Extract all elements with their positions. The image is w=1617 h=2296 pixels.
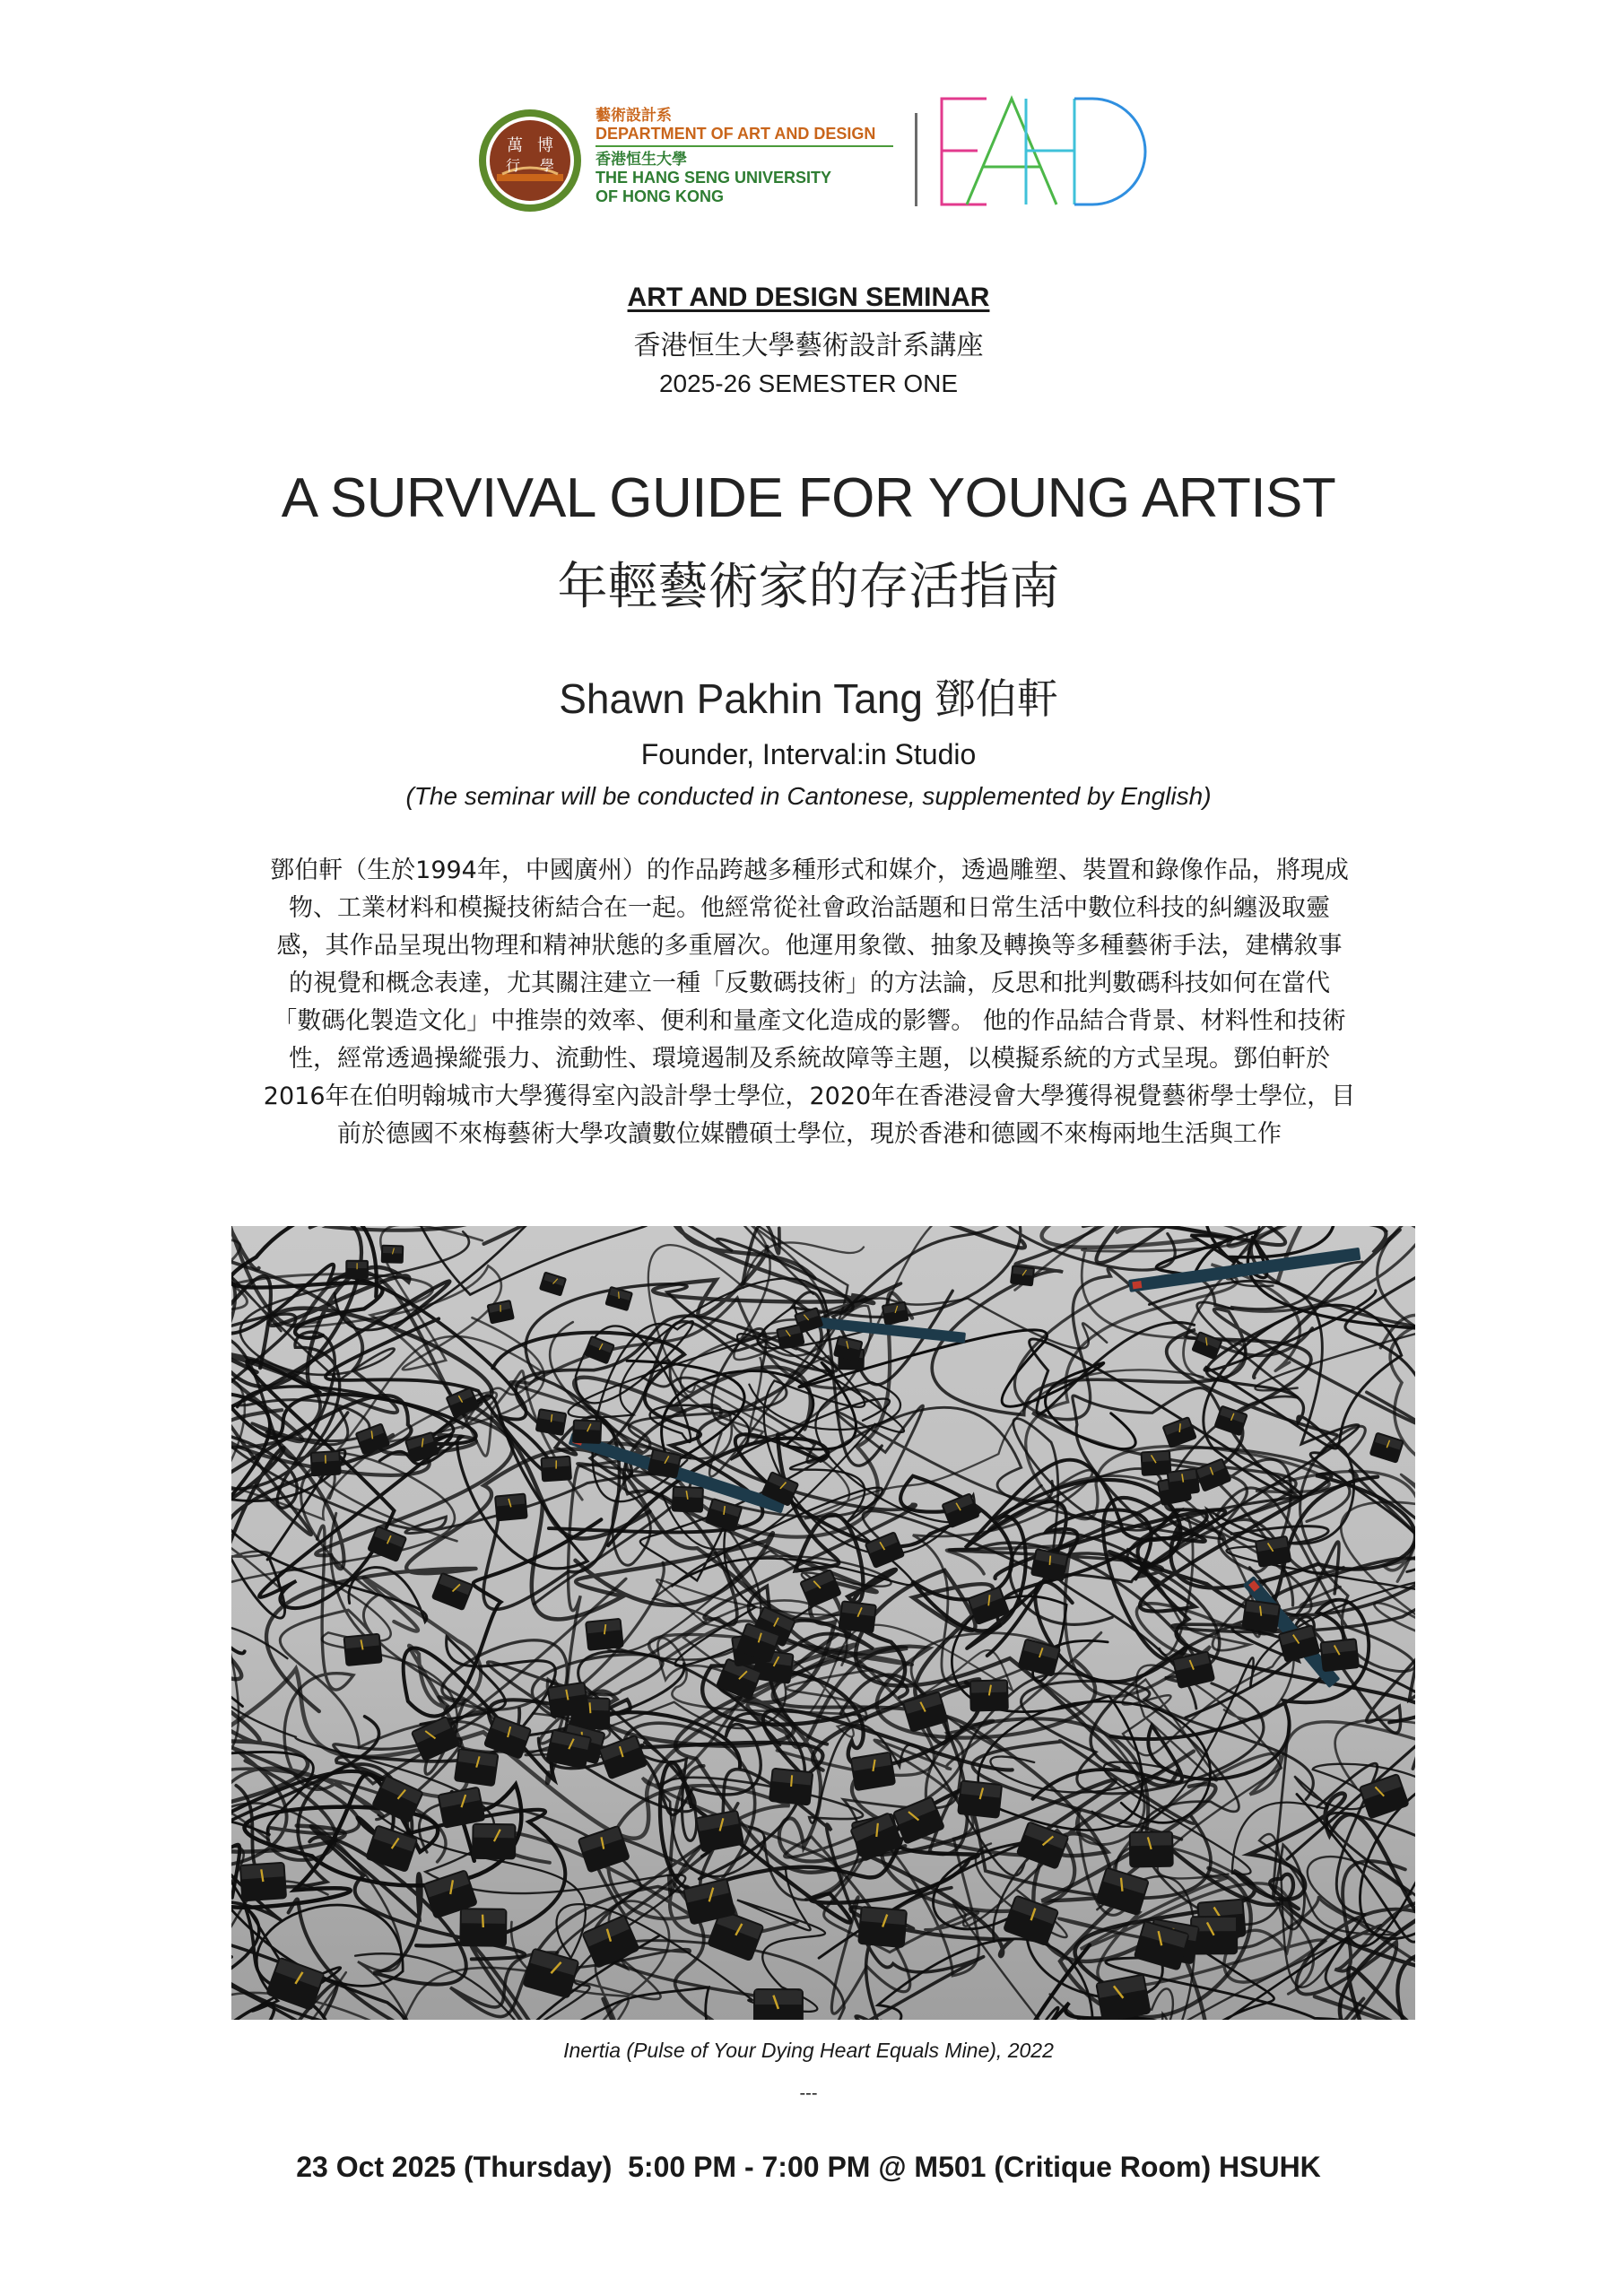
svg-text:行: 行 (505, 157, 521, 174)
seminar-series-title-zh: 香港恒生大學藝術設計系講座 (633, 330, 984, 361)
wordmark-rule (596, 145, 893, 147)
university-name-en-line1: THE HANG SENG UNIVERSITY (596, 169, 832, 187)
ead-monogram-logo (940, 95, 1148, 208)
svg-text:博: 博 (537, 136, 553, 155)
bio-line: 前於德國不來梅藝術大學攻讀數位媒體碩士學位，現於香港和德國不來梅兩地生活與工作 (337, 1120, 1282, 1148)
logo-divider (915, 113, 917, 206)
event-details: 23 Oct 2025 (Thursday) 5:00 PM - 7:00 PM @ M501 (Critique Room) HSUHK (296, 2151, 1321, 2183)
seminar-series-title: ART AND DESIGN SEMINAR (627, 283, 990, 312)
artwork-photo (231, 1226, 1415, 2020)
speaker-name: Shawn Pakhin Tang 鄧伯軒 (559, 675, 1058, 722)
university-name-zh: 香港恒生大學 (596, 151, 687, 168)
university-seal-logo (477, 108, 583, 213)
bio-line: 「數碼化製造文化」中推崇的效率、便利和量產文化造成的影響。 他的作品結合背景、材料性和技術 (273, 1007, 1346, 1035)
bio-line: 性，經常透過操縱張力、流動性、環境遏制及系統故障等主題，以模擬系統的方式呈現。鄧伯軒於 (289, 1045, 1330, 1073)
talk-title: A SURVIVAL GUIDE FOR YOUNG ARTIST (281, 467, 1336, 529)
speaker-bio (206, 852, 1413, 1153)
language-note: (The seminar will be conducted in Cantonese, supplemented by English) (405, 782, 1212, 810)
semester-label: 2025-26 SEMESTER ONE (658, 370, 959, 397)
speaker-role: Founder, Interval:in Studio (640, 738, 977, 770)
svg-text:學: 學 (539, 157, 555, 174)
header-logos (0, 90, 1617, 215)
department-name-zh: 藝術設計系 (596, 107, 672, 124)
bio-line: 感，其作品呈現出物理和精神狀態的多重層次。他運用象徵、抽象及轉換等多種藝術手法，建構敘事 (276, 932, 1343, 960)
bio-line: 的視覺和概念表達，尤其關注建立一種「反數碼技術」的方法論，反思和批判數碼科技如何在當代 (289, 970, 1330, 997)
artwork-caption: Inertia (Pulse of Your Dying Heart Equals Mine), 2022 (563, 2039, 1054, 2062)
bio-line: 物、工業材料和模擬技術結合在一起。他經常從社會政治話題和日常生活中數位科技的糾纏汲取靈 (289, 894, 1330, 922)
bio-line: 鄧伯軒（生於1994年，中國廣州）的作品跨越多種形式和媒介，透過雕塑、裝置和錄像作品，將現成 (270, 857, 1349, 884)
separator: --- (799, 2083, 818, 2103)
department-name-en: DEPARTMENT OF ART AND DESIGN (596, 125, 876, 143)
bio-line: 2016年在伯明翰城市大學獲得室內設計學士學位，2020年在香港浸會大學獲得視覺藝術學士學位，目 (263, 1083, 1356, 1110)
university-name-en-line2: OF HONG KONG (596, 187, 724, 205)
department-wordmark (596, 106, 900, 206)
talk-title-zh: 年輕藝術家的存活指南 (557, 558, 1060, 616)
svg-text:萬: 萬 (507, 136, 523, 155)
